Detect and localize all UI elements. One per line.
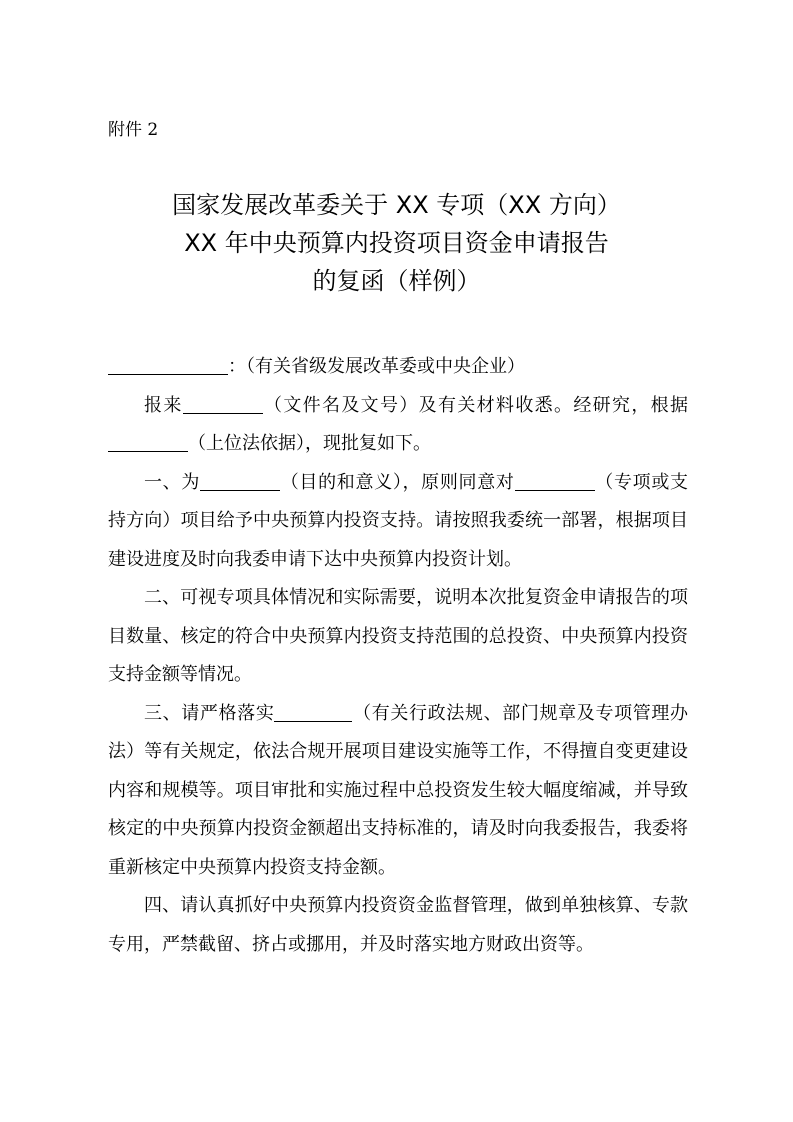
- item-1-paragraph: [108, 464, 688, 580]
- intro-text-end: （上位法依据），现批复如下。: [188, 433, 431, 454]
- addressee-text: ：（有关省级发展改革委或中央企业）: [228, 356, 525, 377]
- addressee-line: [108, 348, 688, 387]
- document-body: [108, 348, 688, 964]
- item-1-text-end: （专项或支持方向）项目给予中央预算内投资支持。请按照我委统一部署，根据项目建设进度及时向我委申请下达中央预算内投资计划。: [108, 471, 689, 570]
- intro-paragraph: [108, 387, 688, 464]
- addressee-blank: [108, 356, 228, 375]
- intro-text-middle: （文件名及文号）及有关材料收悉。经研究，根据: [262, 394, 689, 416]
- item-2-paragraph: 二、可视专项具体情况和实际需要，说明本次批复资金申请报告的项目数量、核定的符合中央预算内投资支持范围的总投资、中央预算内投资支持金额等情况。: [108, 587, 688, 685]
- attachment-label: 附件 2: [108, 120, 159, 140]
- item-1-text-start: 一、为: [144, 471, 201, 493]
- title-line-3: 的复函（样例）: [312, 267, 481, 295]
- legal-basis-blank: [108, 433, 188, 452]
- purpose-blank: [200, 472, 280, 491]
- item-4-paragraph: 四、请认真抓好中央预算内投资资金监督管理，做到单独核算、专款专用，严禁截留、挤占或挪用，并及时落实地方财政出资等。: [108, 895, 688, 955]
- item-3-text-end: （有关行政法规、部门规章及专项管理办法）等有关规定，依法合规开展项目建设实施等工作，不得擅自变更建设内容和规模等。项目审批和实施过程中总投资发生较大幅度缩减，并导致核定的中央预算内投资金额超出支持标准的，请及时向我委报告，我委将重新核定中央预算内投资支持金额。: [108, 702, 689, 878]
- document-title: [100, 186, 693, 300]
- item-3-text-start: 三、请严格落实: [144, 702, 275, 724]
- intro-text-start: 报来: [144, 394, 183, 416]
- regulation-blank: [274, 703, 352, 722]
- title-line-2: XX 年中央预算内投资项目资金申请报告: [184, 229, 609, 257]
- project-blank: [515, 472, 595, 491]
- title-line-1: 国家发展改革委关于 XX 专项（XX 方向）: [172, 191, 621, 219]
- item-3-paragraph: [108, 695, 688, 888]
- item-1-text-middle: （目的和意义），原则同意对: [280, 471, 515, 493]
- document-name-blank: [183, 395, 263, 414]
